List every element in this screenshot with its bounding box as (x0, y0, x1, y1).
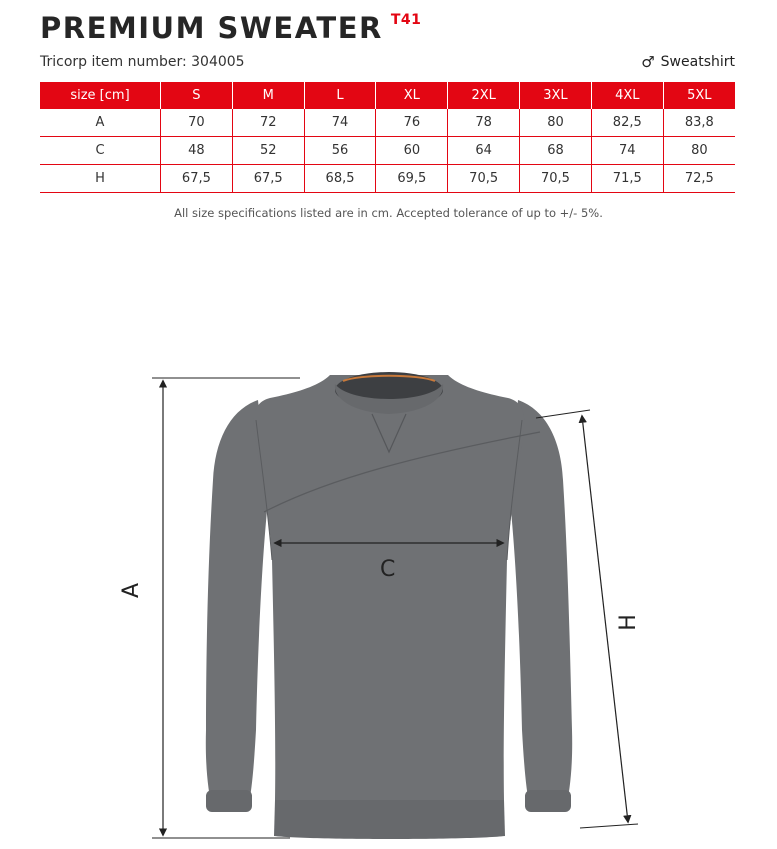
table-cell: 82,5 (591, 109, 663, 137)
size-header-cell: size [cm] (40, 82, 161, 109)
table-cell: 68 (520, 137, 592, 165)
table-cell: 70,5 (448, 165, 520, 193)
table-cell: 80 (663, 137, 735, 165)
size-header-cell: M (232, 82, 304, 109)
table-cell: 52 (232, 137, 304, 165)
dimension-h-bottom-tick (580, 824, 638, 828)
size-header-cell: L (304, 82, 376, 109)
table-cell: H (40, 165, 161, 193)
table-cell: 60 (376, 137, 448, 165)
table-cell: 74 (304, 109, 376, 137)
table-cell: A (40, 109, 161, 137)
size-header-cell: 4XL (591, 82, 663, 109)
table-cell: 48 (161, 137, 233, 165)
size-header-cell: 5XL (663, 82, 735, 109)
sweater-body (254, 375, 525, 800)
table-cell: 74 (591, 137, 663, 165)
table-cell: 78 (448, 109, 520, 137)
size-header-cell: 2XL (448, 82, 520, 109)
right-cuff (525, 790, 571, 812)
size-header-cell: S (161, 82, 233, 109)
left-sleeve (206, 400, 268, 808)
table-cell: 67,5 (161, 165, 233, 193)
table-cell: 70,5 (520, 165, 592, 193)
table-cell: 69,5 (376, 165, 448, 193)
table-cell: 80 (520, 109, 592, 137)
table-cell: 67,5 (232, 165, 304, 193)
hem-band (274, 800, 505, 839)
item-number: Tricorp item number: 304005 (40, 54, 245, 70)
table-cell: 56 (304, 137, 376, 165)
size-header-cell: XL (376, 82, 448, 109)
product-name: PREMIUM SWEATER (40, 11, 383, 45)
category-label: Sweatshirt (660, 54, 735, 70)
tolerance-note: All size specifications listed are in cm. Accepted tolerance of up to +/- 5%. (174, 206, 603, 220)
male-icon: ♂ (641, 53, 655, 71)
table-cell: 72,5 (663, 165, 735, 193)
dimension-a-label: A (119, 582, 145, 599)
dimension-c-label: C (380, 557, 396, 582)
table-cell: 68,5 (304, 165, 376, 193)
table-cell: 83,8 (663, 109, 735, 137)
product-code: T41 (390, 12, 422, 28)
table-cell: 70 (161, 109, 233, 137)
table-cell: 64 (448, 137, 520, 165)
table-cell: 76 (376, 109, 448, 137)
dimension-h-label: H (615, 614, 641, 631)
table-cell: 72 (232, 109, 304, 137)
table-cell: C (40, 137, 161, 165)
left-cuff (206, 790, 252, 812)
size-header-cell: 3XL (520, 82, 592, 109)
table-cell: 71,5 (591, 165, 663, 193)
